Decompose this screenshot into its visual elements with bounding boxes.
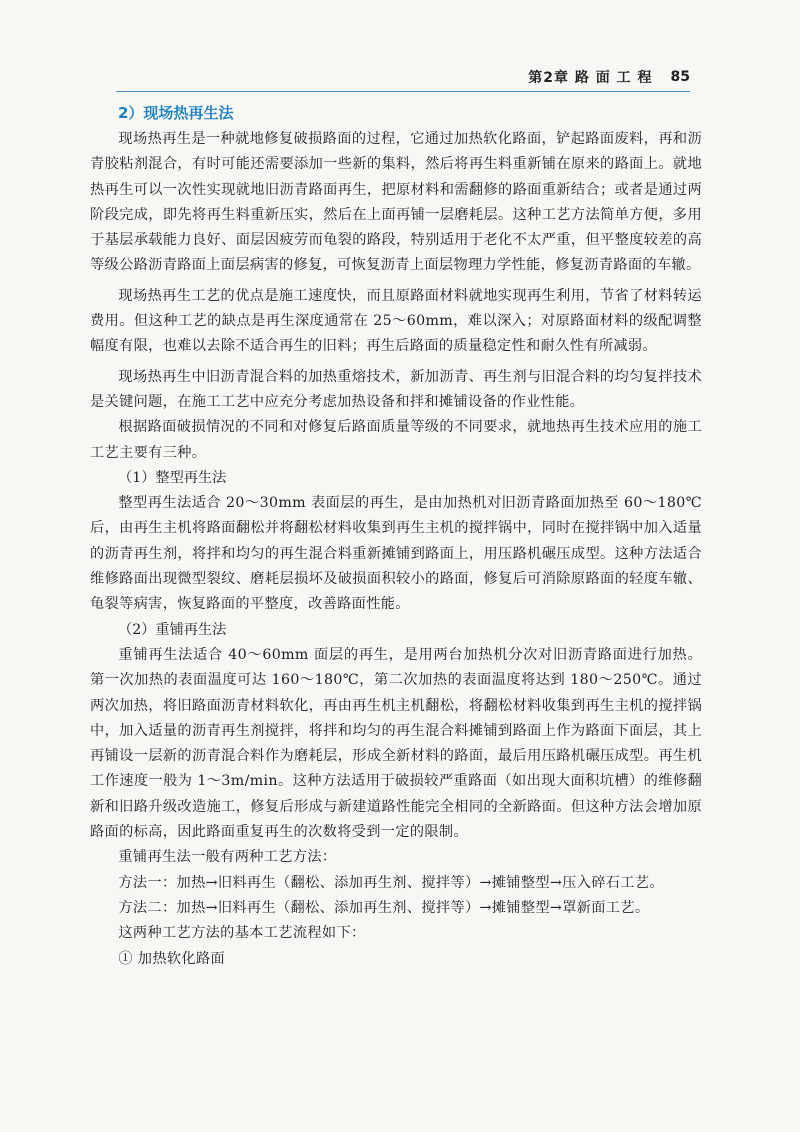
page-body xyxy=(90,100,702,972)
paragraph: 现场热再生工艺的优点是施工速度快，而且原路面材料就地实现再生利用，节省了材料转运费用。但这种工艺的缺点是再生深度通常在 25～60mm，难以深入；对原路面材料的级配调整幅度有限，也难以去除不适合再生的旧料；再生后路面的质量稳定性和耐久性有所减弱。 xyxy=(90,287,702,355)
list-item: ① 加热软化路面 xyxy=(118,950,226,967)
paragraph: 方法一：加热→旧料再生（翻松、添加再生剂、搅拌等）→摊铺整型→压入碎石工艺。 xyxy=(118,874,664,891)
page-header xyxy=(116,66,690,88)
section-title: 2）现场热再生法 xyxy=(118,104,234,122)
paragraph: 重铺再生法一般有两种工艺方法： xyxy=(118,849,337,866)
paragraph: 整型再生法适合 20～30mm 表面层的再生，是由加热机对旧沥青路面加热至 60～180℃后，由再生主机将路面翻松并将翻松材料收集到再生主机的搅拌锅中，同时在搅拌锅中加入适量的沥青再生剂，将拌和均匀的再生混合料重新摊铺到路面上，用压路机碾压成型。这种方法适合维修路面出现微型裂纹、磨耗层损坏及破损面积较小的路面，修复后可消除原路面的轻度车辙、龟裂等病害，恢复路面的平整度，改善路面性能。 xyxy=(90,495,702,613)
subsection-heading: （2）重铺再生法 xyxy=(118,621,227,638)
paragraph: 现场热再生中旧沥青混合料的加热重熔技术，新加沥青、再生剂与旧混合料的均匀复拌技术是关键问题，在施工工艺中应充分考虑加热设备和拌和摊铺设备的作业性能。 xyxy=(90,368,702,410)
paragraph: 根据路面破损情况的不同和对修复后路面质量等级的不同要求，就地热再生技术应用的施工工艺主要有三种。 xyxy=(90,419,702,461)
subsection-heading: （1）整型再生法 xyxy=(118,469,227,486)
paragraph: 现场热再生是一种就地修复破损路面的过程，它通过加热软化路面，铲起路面废料，再和沥青胶粘剂混合，有时可能还需要添加一些新的集料，然后将再生料重新铺在原来的路面上。就地热再生可以一次性实现就地旧沥青路面再生，把原材料和需翻修的路面重新结合；或者是通过两阶段完成，即先将再生料重新压实，然后在上面再铺一层磨耗层。这种工艺方法简单方便，多用于基层承载能力良好、面层因疲劳而龟裂的路段，特别适用于老化不太严重，但平整度较差的高等级公路沥青路面上面层病害的修复，可恢复沥青上面层物理力学性能，修复沥青路面的车辙。 xyxy=(90,131,702,274)
page-number: 85 xyxy=(670,69,690,85)
paragraph: 方法二：加热→旧料再生（翻松、添加再生剂、搅拌等）→摊铺整型→罩新面工艺。 xyxy=(118,899,650,916)
chapter-title: 第2章 路 面 工 程 xyxy=(528,70,653,86)
paragraph: 重铺再生法适合 40～60mm 面层的再生，是用两台加热机分次对旧沥青路面进行加热。第一次加热的表面温度可达 160～180℃，第二次加热的表面温度将达到 180～250℃。通过两次加热，将旧路面沥青材料软化，再由再生机主机翻松，将翻松材料收集到再生主机的搅拌锅中，加入适量的沥青再生剂搅拌，将拌和均匀的再生混合料摊铺到路面上作为路面下面层，其上再铺设一层新的沥青混合料作为磨耗层，形成全新材料的路面，最后用压路机碾压成型。再生机工作速度一般为 1～3m/min。这种方法适用于破损较严重路面（如出现大面积坑槽）的维修翻新和旧路升级改造施工，修复后形成与新建道路性能完全相同的全新路面。但这种方法会增加原路面的标高，因此路面重复再生的次数将受到一定的限制。 xyxy=(90,646,702,841)
paragraph: 这两种工艺方法的基本工艺流程如下： xyxy=(118,925,366,942)
header-rule xyxy=(116,91,690,92)
